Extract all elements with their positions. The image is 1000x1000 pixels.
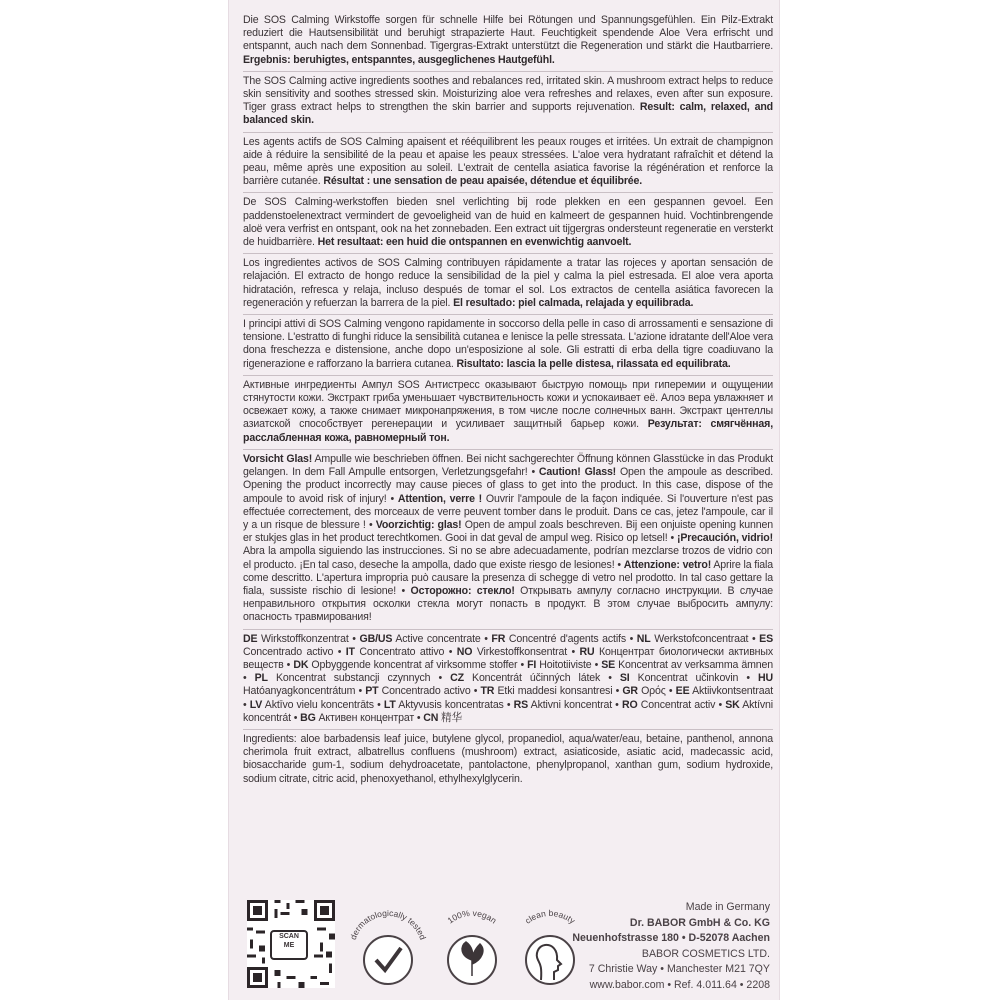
lang-code: CZ <box>450 672 464 685</box>
badge-label: 100% vegan <box>445 907 499 926</box>
caution-text: Open the ampoule as described. Opening the product incorrectly may cause pieces of glass to get into the product. In this case, dispose of the ampoule to avoid risk of injury! • <box>243 466 773 505</box>
lang-term: Wirkstoffkonzentrat • <box>257 632 360 645</box>
para-en <box>243 75 773 133</box>
lang-code: IT <box>345 645 355 658</box>
lang-term: Concentrato attivo • <box>354 645 457 658</box>
lang-code: HU <box>757 672 773 685</box>
lang-code: DK <box>293 658 309 671</box>
vegan-badge <box>430 898 514 992</box>
caution-heading: Caution! Glass! <box>538 466 617 479</box>
lang-term: Koncentrat av verksamma ämnen • <box>243 658 773 685</box>
lang-term: Aktīvo vielu koncentrāts • <box>262 698 384 711</box>
lang-code: RS <box>513 698 529 711</box>
lang-code: BG <box>300 711 316 724</box>
lang-code: SI <box>619 672 630 685</box>
uk-company-name: BABOR COSMETICS LTD. <box>641 947 770 960</box>
lang-code: GR <box>622 685 638 698</box>
lang-code: NL <box>636 632 651 645</box>
para-nl <box>243 196 773 254</box>
concentrate-list <box>243 633 773 730</box>
badge-label: clean beauty <box>522 907 578 926</box>
lang-term: Etki maddesi konsantresi • <box>494 685 623 698</box>
lang-code: CN <box>423 711 439 724</box>
para-text: Активные ингредиенты Ампул SOS Антистресс оказывают быструю помощь при гиперемии и ощущении стянутости кожи. Экстракт гриба уменьшает чувствительность кожи и успокаивает её. Алоэ вера увлажняет и освежает кожу, а также снимает микронапряжения, в том числе после солнечных ванн. Экстракт центеллы азиатской способствует регенерации и усиливает защитный барьер кожи. <box>243 378 773 431</box>
scan-label-line: SCAN <box>279 933 299 940</box>
caution-text: Открывать ампулу согласно инструкции. В случае неправильного открытия осколки стекла могут попасть в продукт. В этом случае выбросить ампулу: опасность травмирования! <box>243 584 774 624</box>
para-de <box>243 14 773 72</box>
lang-term: Koncentrat učinkovin • <box>629 672 758 685</box>
para-result: Résultat : une sensation de peau apaisée, détendue et équilibrée. <box>323 175 643 188</box>
para-result: Result: calm, relaxed, and balanced skin. <box>243 101 773 127</box>
caution-text: Ouvrir l'ampoule de la façon indiquée. Si l'ouverture n'est pas effectuée correctement, des morceaux de verre peuvent tomber dans le produit. Dans ce cas, jetez l'ampoule, car il y a un risque de blessure ! • <box>243 492 773 531</box>
lang-term: 精华 <box>438 711 462 724</box>
scan-label-line: ME <box>283 942 295 949</box>
company-address: Neuenhofstrasse 180 • D-52078 Aachen <box>572 932 770 944</box>
para-text: De SOS Calming-werkstoffen bieden snel verlichting bij rode plekken en een gespannen gevoel. Een paddenstoelenextract vermindert de gevoeligheid van de huid en kalmeert de gespannen huid. Vochtinbrengende aloë vera verfrist en ontspant, ook na het zonnebaden. Een extract uit tijgergras ondersteunt regeneratie en versterkt de huidbarrière. <box>243 196 773 249</box>
company-name: Dr. BABOR GmbH & Co. KG <box>629 916 770 929</box>
lang-term: Концентрат биологически активных веществ • <box>243 645 773 671</box>
lang-code: PT <box>365 685 379 698</box>
package-text <box>243 14 773 793</box>
lang-term: Aktívni koncentrát • <box>243 698 773 724</box>
dermatologically-tested-badge <box>346 898 430 992</box>
para-fr <box>243 136 773 194</box>
lang-code: LT <box>383 698 396 711</box>
lang-term: Virkestoffkonsentrat • <box>472 645 580 658</box>
caution-heading: Attenzione: vetro! <box>623 558 712 571</box>
lang-term: Ορός • <box>637 685 676 698</box>
lang-term: Активен концентрат • <box>315 711 424 724</box>
para-result: Het resultaat: een huid die ontspannen en evenwichtig aanvoelt. <box>317 236 632 249</box>
para-text: Les agents actifs de SOS Calming apaisent et rééquilibrent les peaux rouges et irritées. Un extrait de champignon aide à réduire la sensibilité de la peau et apaise les peaux stressées. L'aloe vera hydratant rafraîchit et détend la peau, même après une exposition au soleil. L'extrait de centella asiatica favorise la régénération et renforce la barrière cutanée. <box>243 135 773 188</box>
para-es <box>243 257 773 315</box>
para-result: Результат: смягчённая, расслабленная кожа, равномерный тон. <box>243 418 773 444</box>
lang-code: NO <box>456 645 473 658</box>
lang-code: PL <box>254 672 268 685</box>
lang-term: Concentrado activo • <box>243 645 346 658</box>
lang-code: EE <box>675 685 690 698</box>
para-result: Ergebnis: beruhigtes, entspanntes, ausgeglichenes Hautgefühl. <box>243 53 555 66</box>
caution-heading: Осторожно: стекло! <box>410 584 515 597</box>
caution-heading: ¡Precaución, vidrio! <box>676 532 773 545</box>
lang-code: ES <box>759 632 774 645</box>
lang-term: Hatóanyagkoncentrátum • <box>243 685 366 698</box>
lang-code: RU <box>579 645 595 658</box>
para-text: I principi attivi di SOS Calming vengono rapidamente in soccorso della pelle in caso di arrossamenti e sensazione di tensione. L'estratto di funghi riduce la sensibilità cutanea e lenisce la pelle stressata. L'azione idratante dell'Aloe vera dona freschezza e distensione, anche dopo un'esposizione al sole. Gli estratti di erba della tigre coadiuvano la rigenerazione e rafforzano la barriera cutanea. <box>243 318 773 370</box>
para-ru <box>243 379 773 450</box>
para-result: El resultado: piel calmada, relajada y equilibrada. <box>453 296 694 309</box>
lang-code: SE <box>601 658 616 671</box>
lang-term: Werkstofconcentraat • <box>650 632 760 645</box>
ingredients-list <box>243 733 773 790</box>
caution-text: Ampulle wie beschrieben öffnen. Bei nicht sachgerechter Öffnung können Glasstücke in das Produkt gelangen. In dem Fall Ampulle entsorgen, Verletzungsgefahr! • <box>243 452 773 479</box>
uk-company-address: 7 Christie Way • Manchester M21 7QY <box>588 963 770 975</box>
lang-code: DE <box>243 632 258 645</box>
scan-me-label <box>270 930 308 960</box>
caution-text: Open de ampul zoals beschreven. Bij een onjuiste opening kunnen er stukjes glas in het product terechtkomen. Gooi in dat geval de ampul weg. Risico op letsel! • <box>243 518 773 545</box>
lang-term: Aktyvusis koncentratas • <box>395 698 514 711</box>
lang-code: TR <box>480 685 495 698</box>
svg-text:100% vegan <box>445 908 498 926</box>
lang-code: SK <box>725 698 740 711</box>
lang-code: RO <box>621 698 638 711</box>
lang-term: Koncentrát účinných látek • <box>463 672 620 685</box>
lang-code: FR <box>491 632 506 645</box>
manufacturer-info <box>570 900 770 993</box>
lang-code: LV <box>249 698 263 711</box>
para-text: The SOS Calming active ingredients soothes and rebalances red, irritated skin. A mushroom extract helps to reduce skin sensitivity and soothes stressed skin. Moisturizing aloe vera refreshes and relaxes, even after sun exposure. Tiger grass extract helps to strengthen the skin barrier and supports rejuvenation. <box>243 74 773 114</box>
lang-code: FI <box>527 658 537 671</box>
para-result: Risultato: lascia la pelle distesa, rilassata ed equilibrata. <box>456 357 731 370</box>
lang-term: Hoitotiiviste • <box>536 658 602 671</box>
website-ref[interactable]: www.babor.com • Ref. 4.011.64 • 2208 <box>589 978 770 991</box>
lang-term: Active concentrate • <box>392 632 492 645</box>
para-text: Los ingredientes activos de SOS Calming contribuyen rápidamente a tratar las rojeces y aportan sensación de relajación. El extracto de hongo reduce la sensibilidad de la piel y calma la piel estresada. El aloe vera aporta hidratación, refresca y relaja, incluso después de tomar el sol. Los extractos de centella asiática favorecen la regeneración y refuerzan la barrera de la piel. <box>243 257 773 309</box>
caution-heading: Voorzichtig: glas! <box>375 518 462 531</box>
lang-code: GB/US <box>359 632 393 645</box>
lang-term: Aktivni koncentrat • <box>528 698 622 711</box>
para-text: Die SOS Calming Wirkstoffe sorgen für schnelle Hilfe bei Rötungen und Spannungsgefühlen. Ein Pilz-Extrakt reduziert die Hautsensibilität und beruhigt strapazierte Haut. Feuchtigkeit spendende Aloe Vera erfrischt und entspannt, auch nach dem Sonnenbad. Tigergras-Extrakt unterstützt die Regeneration und stärkt die Hautbarriere. <box>243 14 773 53</box>
lang-term: Concentrat activ • <box>637 698 726 711</box>
caution-text: Abra la ampolla siguiendo las instrucciones. Si no se abre adecuadamente, podrían mezclarse trozos de vidrio con el producto. ¡En tal caso, deseche la ampolla, dado que existe riesgo de lesiones! • <box>243 545 773 571</box>
lang-term: Aktiivkontsentraat • <box>243 685 773 711</box>
lang-term: Koncentrat substancji czynnych • <box>267 672 451 685</box>
made-in-label: Made in Germany <box>685 901 770 913</box>
lang-term: Opbyggende koncentrat af virksomme stoffer • <box>308 658 528 671</box>
para-it <box>243 318 773 376</box>
caution-text: Aprire la fiala come descritto. L'apertura impropria può causare la presenza di schegge di vetro nel prodotto. In tal caso gettare la fiala, sussiste rischio di lesione! • <box>243 558 773 597</box>
lang-term: Concentrado activo • <box>378 685 481 698</box>
caution-heading: Attention, verre ! <box>397 492 483 505</box>
ingredients-text: Ingredients: aloe barbadensis leaf juice, butylene glycol, propanediol, aqua/water/eau, betaine, panthenol, annona cherimola fruit extract, albatrellus confluens (mushroom) extract, asiaticoside, asiatic acid, madecassic acid, biosaccharide gum-1, sodium dehydroacetate, pantolactone, phenylpropanol, xanthan gum, sodium hydroxide, sodium citrate, citric acid, phenoxyethanol, ethylhexylglycerin. <box>243 732 773 785</box>
badge-label: dermatologically tested <box>347 907 429 942</box>
caution-paragraph <box>243 453 773 630</box>
lang-term: Concentré d'agents actifs • <box>505 632 637 645</box>
caution-heading: Vorsicht Glas! <box>243 452 313 465</box>
